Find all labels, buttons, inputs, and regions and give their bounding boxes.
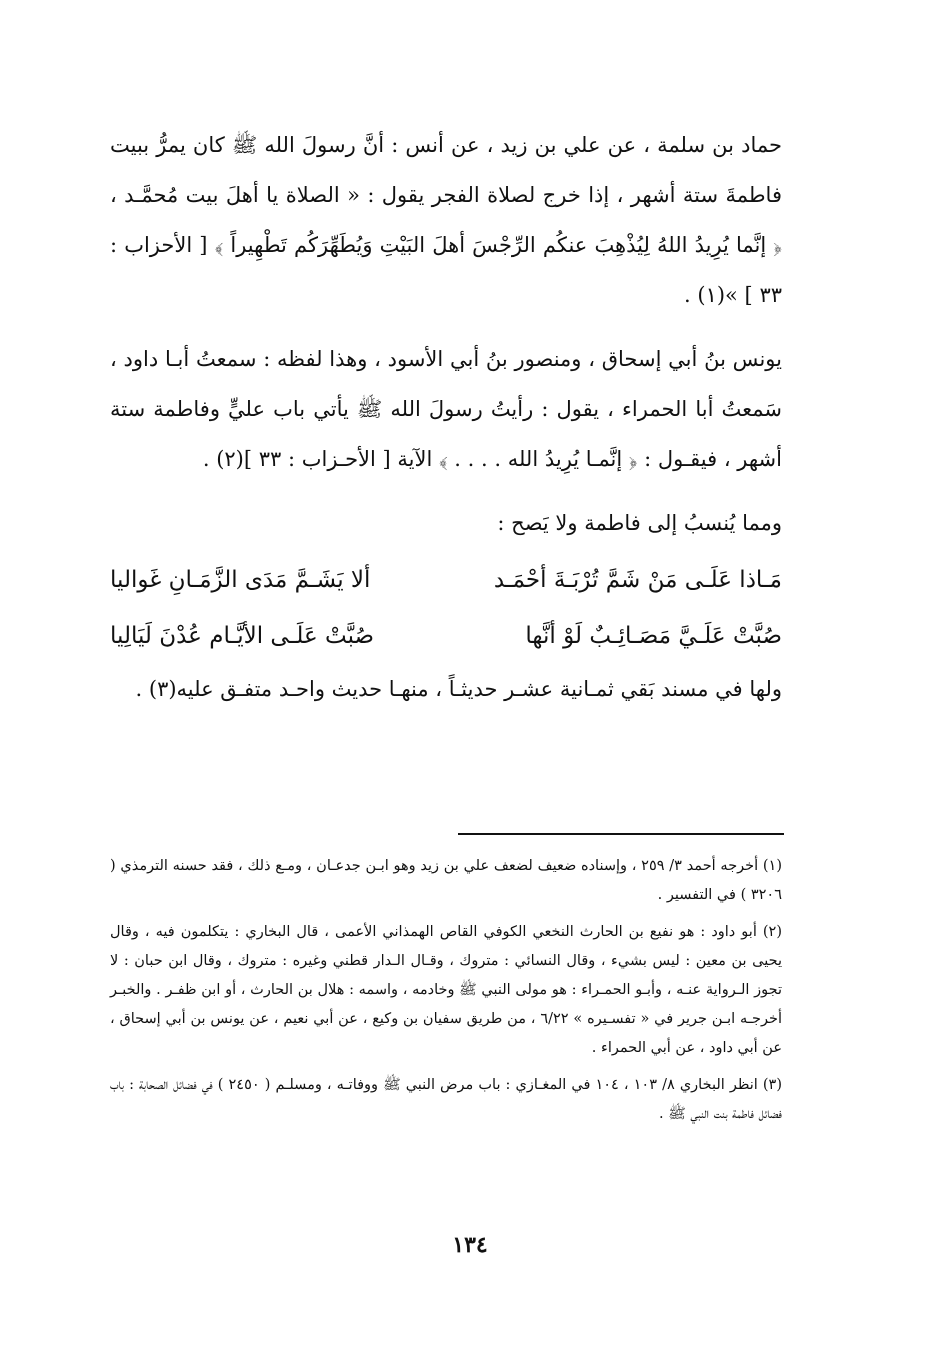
paragraph-musnad-baqi: ولها في مسند بَقي ثمـانية عشـر حديثـاً ، منهـا حديث واحـد متفـق عليه(٣) . <box>135 677 782 701</box>
paragraph-hadith-anas: حماد بن سلمة ، عن علي بن زيد ، عن أنس : أنَّ رسولَ الله ﷺ كان يمرُّ ببيت فاطمةَ ستة أشهر ، إذا خرج لصلاة الفجر يقول : « الصلاة يا أهلَ بيت مُحمَّـد ، ﴿ إنَّما يُرِيدُ اللهُ لِيُذْهِبَ عنكُم الرِّجْسَ أهلَ البَيْتِ وَيُطَهِّرَكُم تَطْهِيراً ﴾ [ الأحزاب : ٣٣ ] »(١) . <box>110 133 782 307</box>
verse-second-hemistich: ألا يَشَـمَّ مَدَى الزَّمَـانِ غَواليا <box>110 567 371 593</box>
poem-verse <box>110 608 782 664</box>
footnotes <box>110 852 782 1129</box>
footnote-1: (١) أخرجه أحمد ٣/ ٢٥٩ ، وإسناده ضعيف لضعف علي بن زيد وهو ابـن جدعـان ، ومـع ذلك ، فقد حسنه الترمذي ( ٣٢٠٦ ) في التفسير . <box>110 858 783 903</box>
footnote-divider <box>458 833 784 835</box>
poem-verse <box>110 552 782 608</box>
poem <box>110 552 782 664</box>
poem-intro: ومما يُنسبُ إلى فاطمة ولا يَصح : <box>497 511 782 535</box>
verse-first-hemistich: صُبَّتْ عَلَـيَّ مَصَـائِـبٌ لَوْ أنَّها <box>525 623 782 649</box>
paragraph-hadith-abu-al-hamra: يونس بنُ أبي إسحاق ، ومنصور بنُ أبي الأسود ، وهذا لفظه : سمعتُ أبـا داود ، سَمعتُ أبا الحمراء ، يقول : رأيتُ رسولَ الله ﷺ يأتي باب عليٍّ وفاطمة ستة أشهر ، فيقـول : ﴿ إنَّمـا يُرِيدُ الله . . . . ﴾ الآية [ الأحـزاب : ٣٣ ](٢) . <box>110 347 782 471</box>
main-text <box>110 120 782 714</box>
page-number: ١٣٤ <box>452 1232 488 1258</box>
footnote-3: (٣) انظر البخاري ٨/ ١٠٣ ، ١٠٤ في المغـازي : باب مرض النبي ﷺ ووفاتـه ، ومسلـم ( ٢٤٥٠ ) في فضائل الصحابة : باب فضائل فاطمة بنت النبي ﷺ . <box>110 1077 782 1122</box>
verse-first-hemistich: مَـاذا عَلَـى مَنْ شَمَّ تُرْبَـةَ أحْمَـد <box>493 567 782 593</box>
verse-second-hemistich: صُبَّتْ عَلَـى الأيَّـام عُدْنَ لَيَالِيا <box>110 623 375 649</box>
footnote-2: (٢) أبو داود : هو نفيع بن الحارث النخعي الكوفي القاص الهمذاني الأعمى ، قال البخاري : يتكلمون فيه ، وقال يحيى بن معين : ليس بشيء ، وقال النسائي : متروك ، وقـال الـدار قطني وغيره : متروك ، وقال ابن حبان : لا تجوز الـرواية عنـه ، وأبـو الحمـراء : هو مولى النبي ﷺ وخادمه ، واسمه : هلال بن الحارث ، أو ابن ظفـر . والخبـر أخرجـه ابـن جرير في « تفسـيره » ٦/٢٢ ، من طريق سفيان بن وكيع ، عن أبي نعيم ، عن يونس بن أبي إسحاق ، عن أبي داود ، عن أبي الحمراء . <box>110 924 782 1056</box>
